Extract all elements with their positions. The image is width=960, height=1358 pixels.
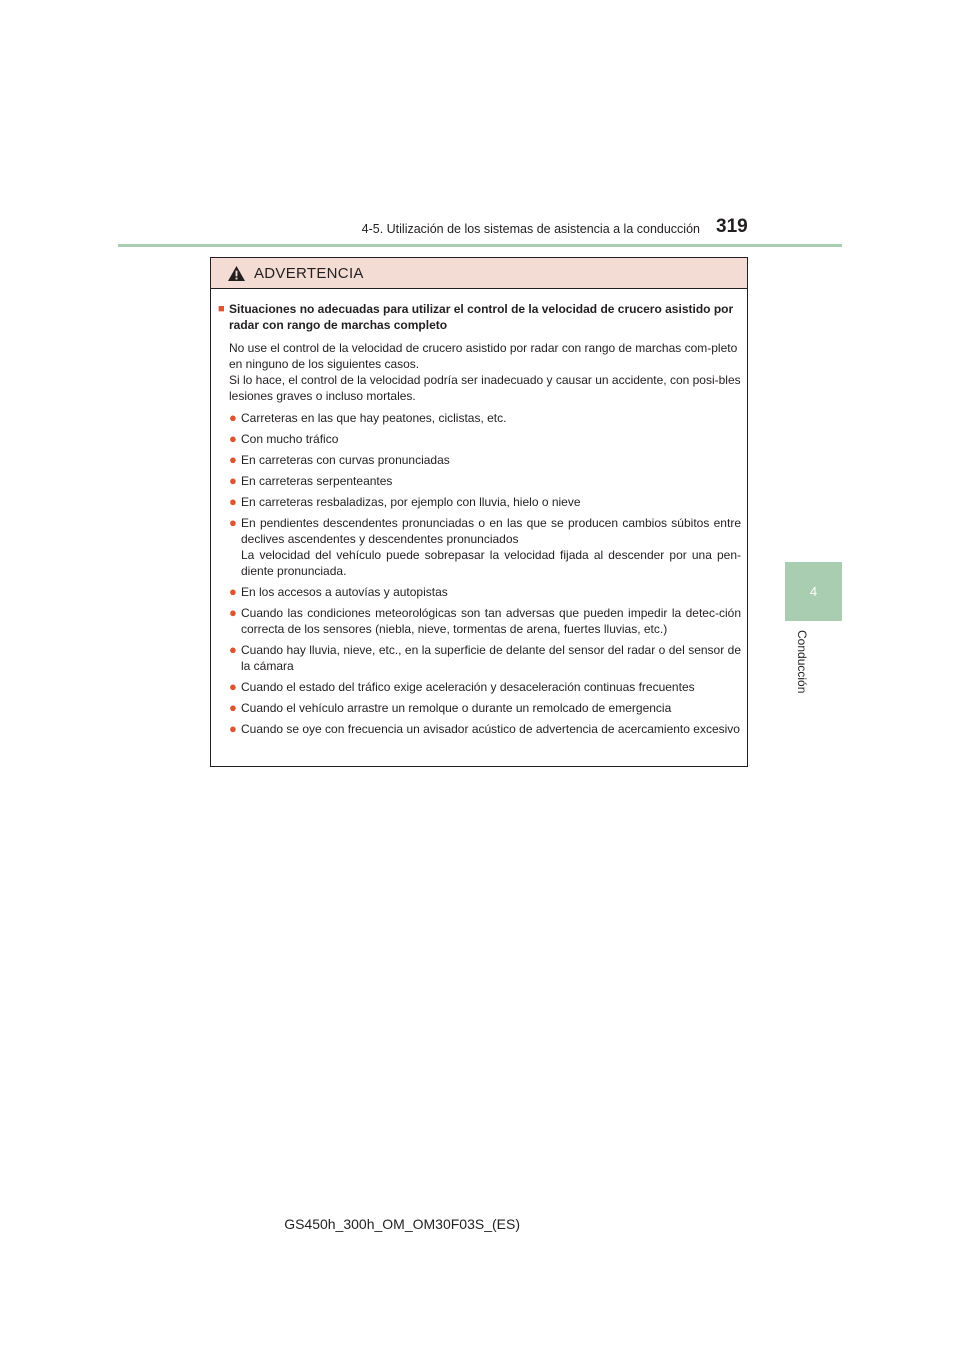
list-item [218,605,741,637]
list-item [218,679,741,695]
section-heading-text: Situaciones no adecuadas para utilizar el control de la velocidad de crucero asistido por radar con rango de marchas completo [229,302,734,332]
list-item-text: Cuando hay lluvia, nieve, etc., en la superficie de delante del sensor del radar o del sensor de la cámara [241,643,741,673]
list-item [218,515,741,579]
list-item-text: Cuando el vehículo arrastre un remolque o durante un remolcado de emergencia [241,701,672,715]
list-item-text: En carreteras serpenteantes [241,474,393,488]
list-item [218,642,741,674]
list-item-main: En pendientes descendentes pronunciadas o en las que se producen cambios súbitos entre declives ascendentes y descendentes pronunciados [241,516,741,546]
header-divider [118,244,842,247]
list-item-note: La velocidad del vehículo puede sobrepasar la velocidad fijada al descender por una pen-diente pronunciada. [241,548,741,578]
list-item [218,584,741,600]
list-item-text: Con mucho tráfico [241,432,339,446]
list-item-text: Cuando se oye con frecuencia un avisador acústico de advertencia de acercamiento excesivo [241,722,740,736]
page-number: 319 [716,216,748,237]
bullet-dot-icon: ● [229,494,237,509]
bullet-list [218,410,741,737]
list-item [218,494,741,510]
warning-box [210,257,748,767]
chapter-number: 4 [809,584,818,599]
bullet-dot-icon: ● [229,452,237,467]
bullet-dot-icon: ● [229,515,237,530]
section-intro [229,340,741,404]
list-item-text: Cuando el estado del tráfico exige aceleración y desaceleración continuas frecuentes [241,680,695,694]
list-item [218,452,741,468]
bullet-dot-icon: ● [229,431,237,446]
list-item [218,431,741,447]
warning-title: ADVERTENCIA [254,264,364,282]
section-heading [218,301,741,333]
bullet-dot-icon: ● [229,642,237,657]
list-item [218,410,741,426]
list-item-text: Cuando las condiciones meteorológicas son tan adversas que pueden impedir la detec-ción correcta de los sensores (niebla, nieve, tormentas de arena, fuertes lluvias, etc.) [241,606,741,636]
list-item-text [241,515,741,579]
list-item [218,700,741,716]
bullet-dot-icon: ● [229,700,237,715]
square-bullet-icon: ■ [218,303,225,315]
list-item-text: Carreteras en las que hay peatones, ciclistas, etc. [241,411,507,425]
intro-paragraph: No use el control de la velocidad de crucero asistido por radar con rango de marchas com-pleto en ninguno de los siguientes casos. [229,341,738,371]
bullet-dot-icon: ● [229,410,237,425]
list-item [218,721,741,737]
chapter-label: Conducción [795,630,809,694]
bullet-dot-icon: ● [229,679,237,694]
warning-triangle-icon [227,265,246,282]
intro-paragraph: Si lo hace, el control de la velocidad podría ser inadecuado y causar un accidente, con posi-bles lesiones graves o incluso mortales. [229,373,741,403]
document-code: GS450h_300h_OM_OM30F03S_(ES) [284,1216,520,1232]
running-header-title: 4-5. Utilización de los sistemas de asistencia a la conducción [361,222,700,236]
warning-header [211,258,747,289]
bullet-dot-icon: ● [229,473,237,488]
bullet-dot-icon: ● [229,605,237,620]
bullet-dot-icon: ● [229,584,237,599]
bullet-dot-icon: ● [229,721,237,736]
list-item-text: En carreteras resbaladizas, por ejemplo con lluvia, hielo o nieve [241,495,581,509]
list-item-text: En carreteras con curvas pronunciadas [241,453,450,467]
warning-body [211,289,747,737]
chapter-tab [785,562,842,621]
list-item [218,473,741,489]
list-item-text: En los accesos a autovías y autopistas [241,585,448,599]
